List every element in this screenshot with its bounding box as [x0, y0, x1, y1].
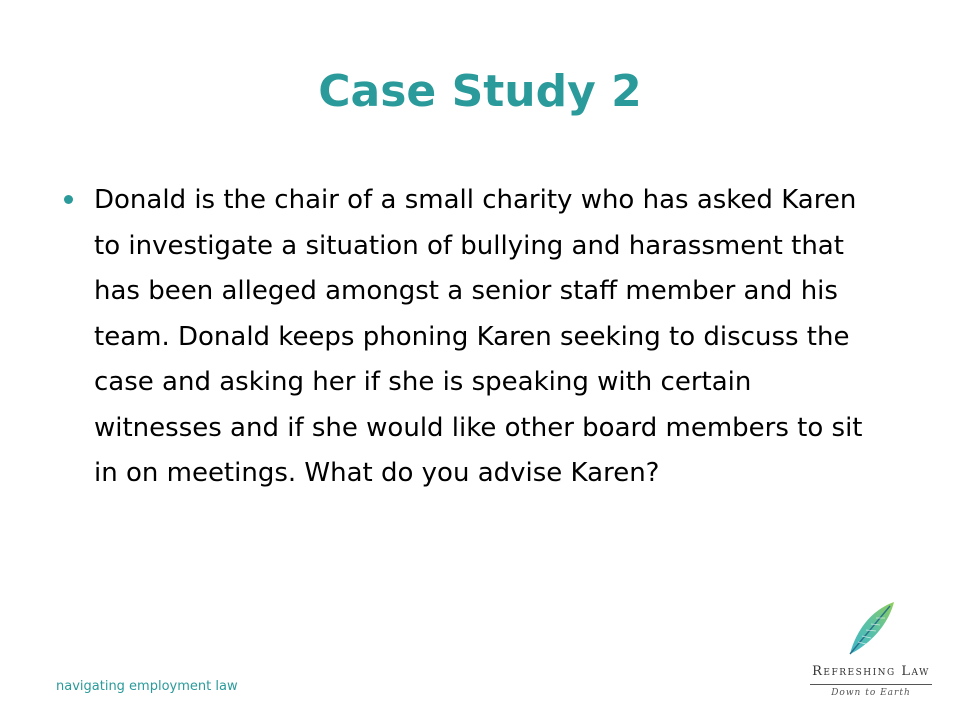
feather-icon [844, 598, 900, 658]
slide-title: Case Study 2 [318, 66, 642, 117]
logo-name: Refreshing Law [812, 664, 930, 679]
footer-text: navigating employment law [56, 679, 238, 694]
bullet-list [56, 178, 886, 497]
company-logo [800, 598, 940, 710]
logo-tagline: Down to Earth [831, 688, 911, 698]
bullet-text: Donald is the chair of a small charity who has asked Karen to investigate a situation of bullying and harassment that has been alleged amongst a senior staff member and his team. Donald keeps phoning Karen seeking to discuss the case and asking her if she is speaking with certain witnesses and if she would like other board members to sit in on meetings. What do you advise Karen? [94, 185, 863, 488]
bullet-icon [64, 195, 73, 204]
bullet-item [56, 178, 886, 497]
logo-divider [810, 684, 932, 685]
